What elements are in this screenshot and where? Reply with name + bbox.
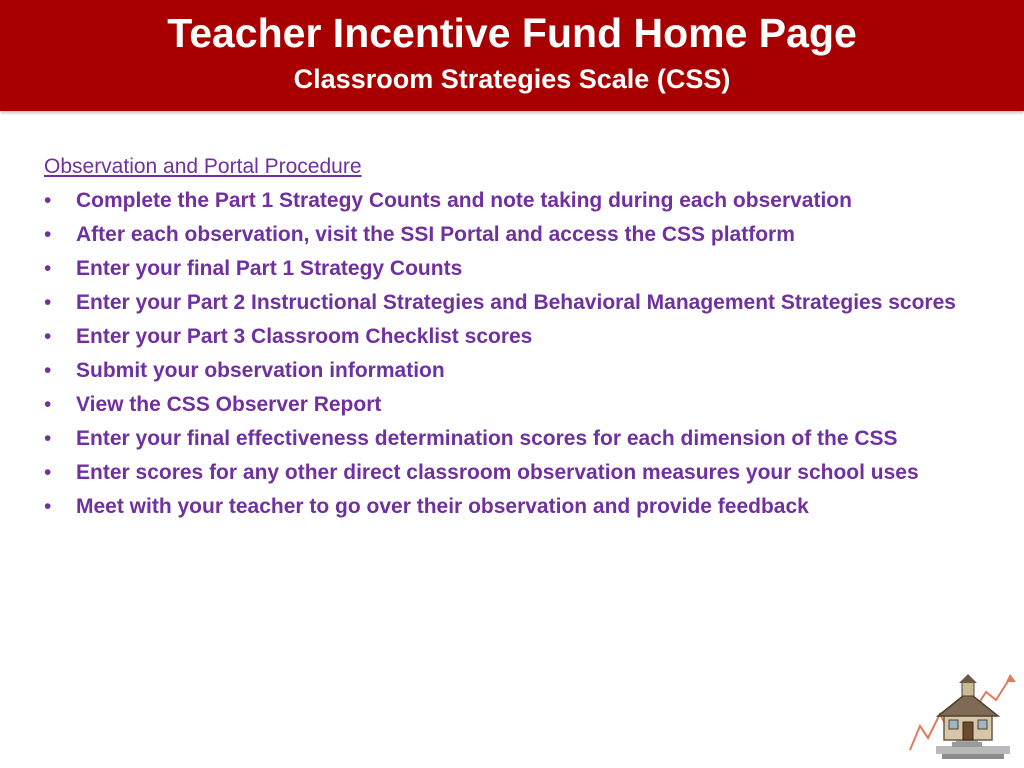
bullet-icon: • — [44, 189, 52, 212]
list-item-text: Complete the Part 1 Strategy Counts and note taking during each observation — [76, 189, 852, 212]
list-item — [44, 456, 974, 490]
page-title: Teacher Incentive Fund Home Page — [167, 10, 857, 56]
list-item-text: After each observation, visit the SSI Portal and access the CSS platform — [76, 223, 795, 246]
page-subtitle: Classroom Strategies Scale (CSS) — [293, 64, 731, 94]
list-item — [44, 388, 974, 422]
list-item — [44, 320, 974, 354]
list-item-text: Enter your final effectiveness determination scores for each dimension of the CSS — [76, 427, 898, 450]
slide-header — [0, 0, 1024, 111]
list-item-text: Submit your observation information — [76, 359, 445, 382]
list-item-text: Enter your Part 3 Classroom Checklist scores — [76, 325, 533, 348]
schoolhouse-growth-chart-icon — [906, 670, 1018, 762]
bullet-icon: • — [44, 427, 52, 450]
bullet-icon: • — [44, 223, 52, 246]
list-item — [44, 286, 974, 320]
bullet-icon: • — [44, 291, 52, 314]
list-item-text: Enter your Part 2 Instructional Strategies and Behavioral Management Strategies scores — [76, 291, 956, 314]
list-item-text: Enter scores for any other direct classroom observation measures your school uses — [76, 461, 919, 484]
bullet-icon: • — [44, 495, 52, 518]
bullet-icon: • — [44, 257, 52, 280]
procedure-list — [44, 184, 974, 524]
list-item-text: Meet with your teacher to go over their observation and provide feedback — [76, 495, 809, 518]
slide-content — [44, 150, 974, 524]
list-item — [44, 252, 974, 286]
list-item — [44, 218, 974, 252]
list-item — [44, 490, 974, 524]
list-item — [44, 354, 974, 388]
list-item — [44, 184, 974, 218]
bullet-icon: • — [44, 325, 52, 348]
list-item-text: View the CSS Observer Report — [76, 393, 382, 416]
bullet-icon: • — [44, 461, 52, 484]
list-item — [44, 422, 974, 456]
bullet-icon: • — [44, 393, 52, 416]
section-heading: Observation and Portal Procedure — [44, 155, 362, 178]
list-item-text: Enter your final Part 1 Strategy Counts — [76, 257, 463, 280]
bullet-icon: • — [44, 359, 52, 382]
